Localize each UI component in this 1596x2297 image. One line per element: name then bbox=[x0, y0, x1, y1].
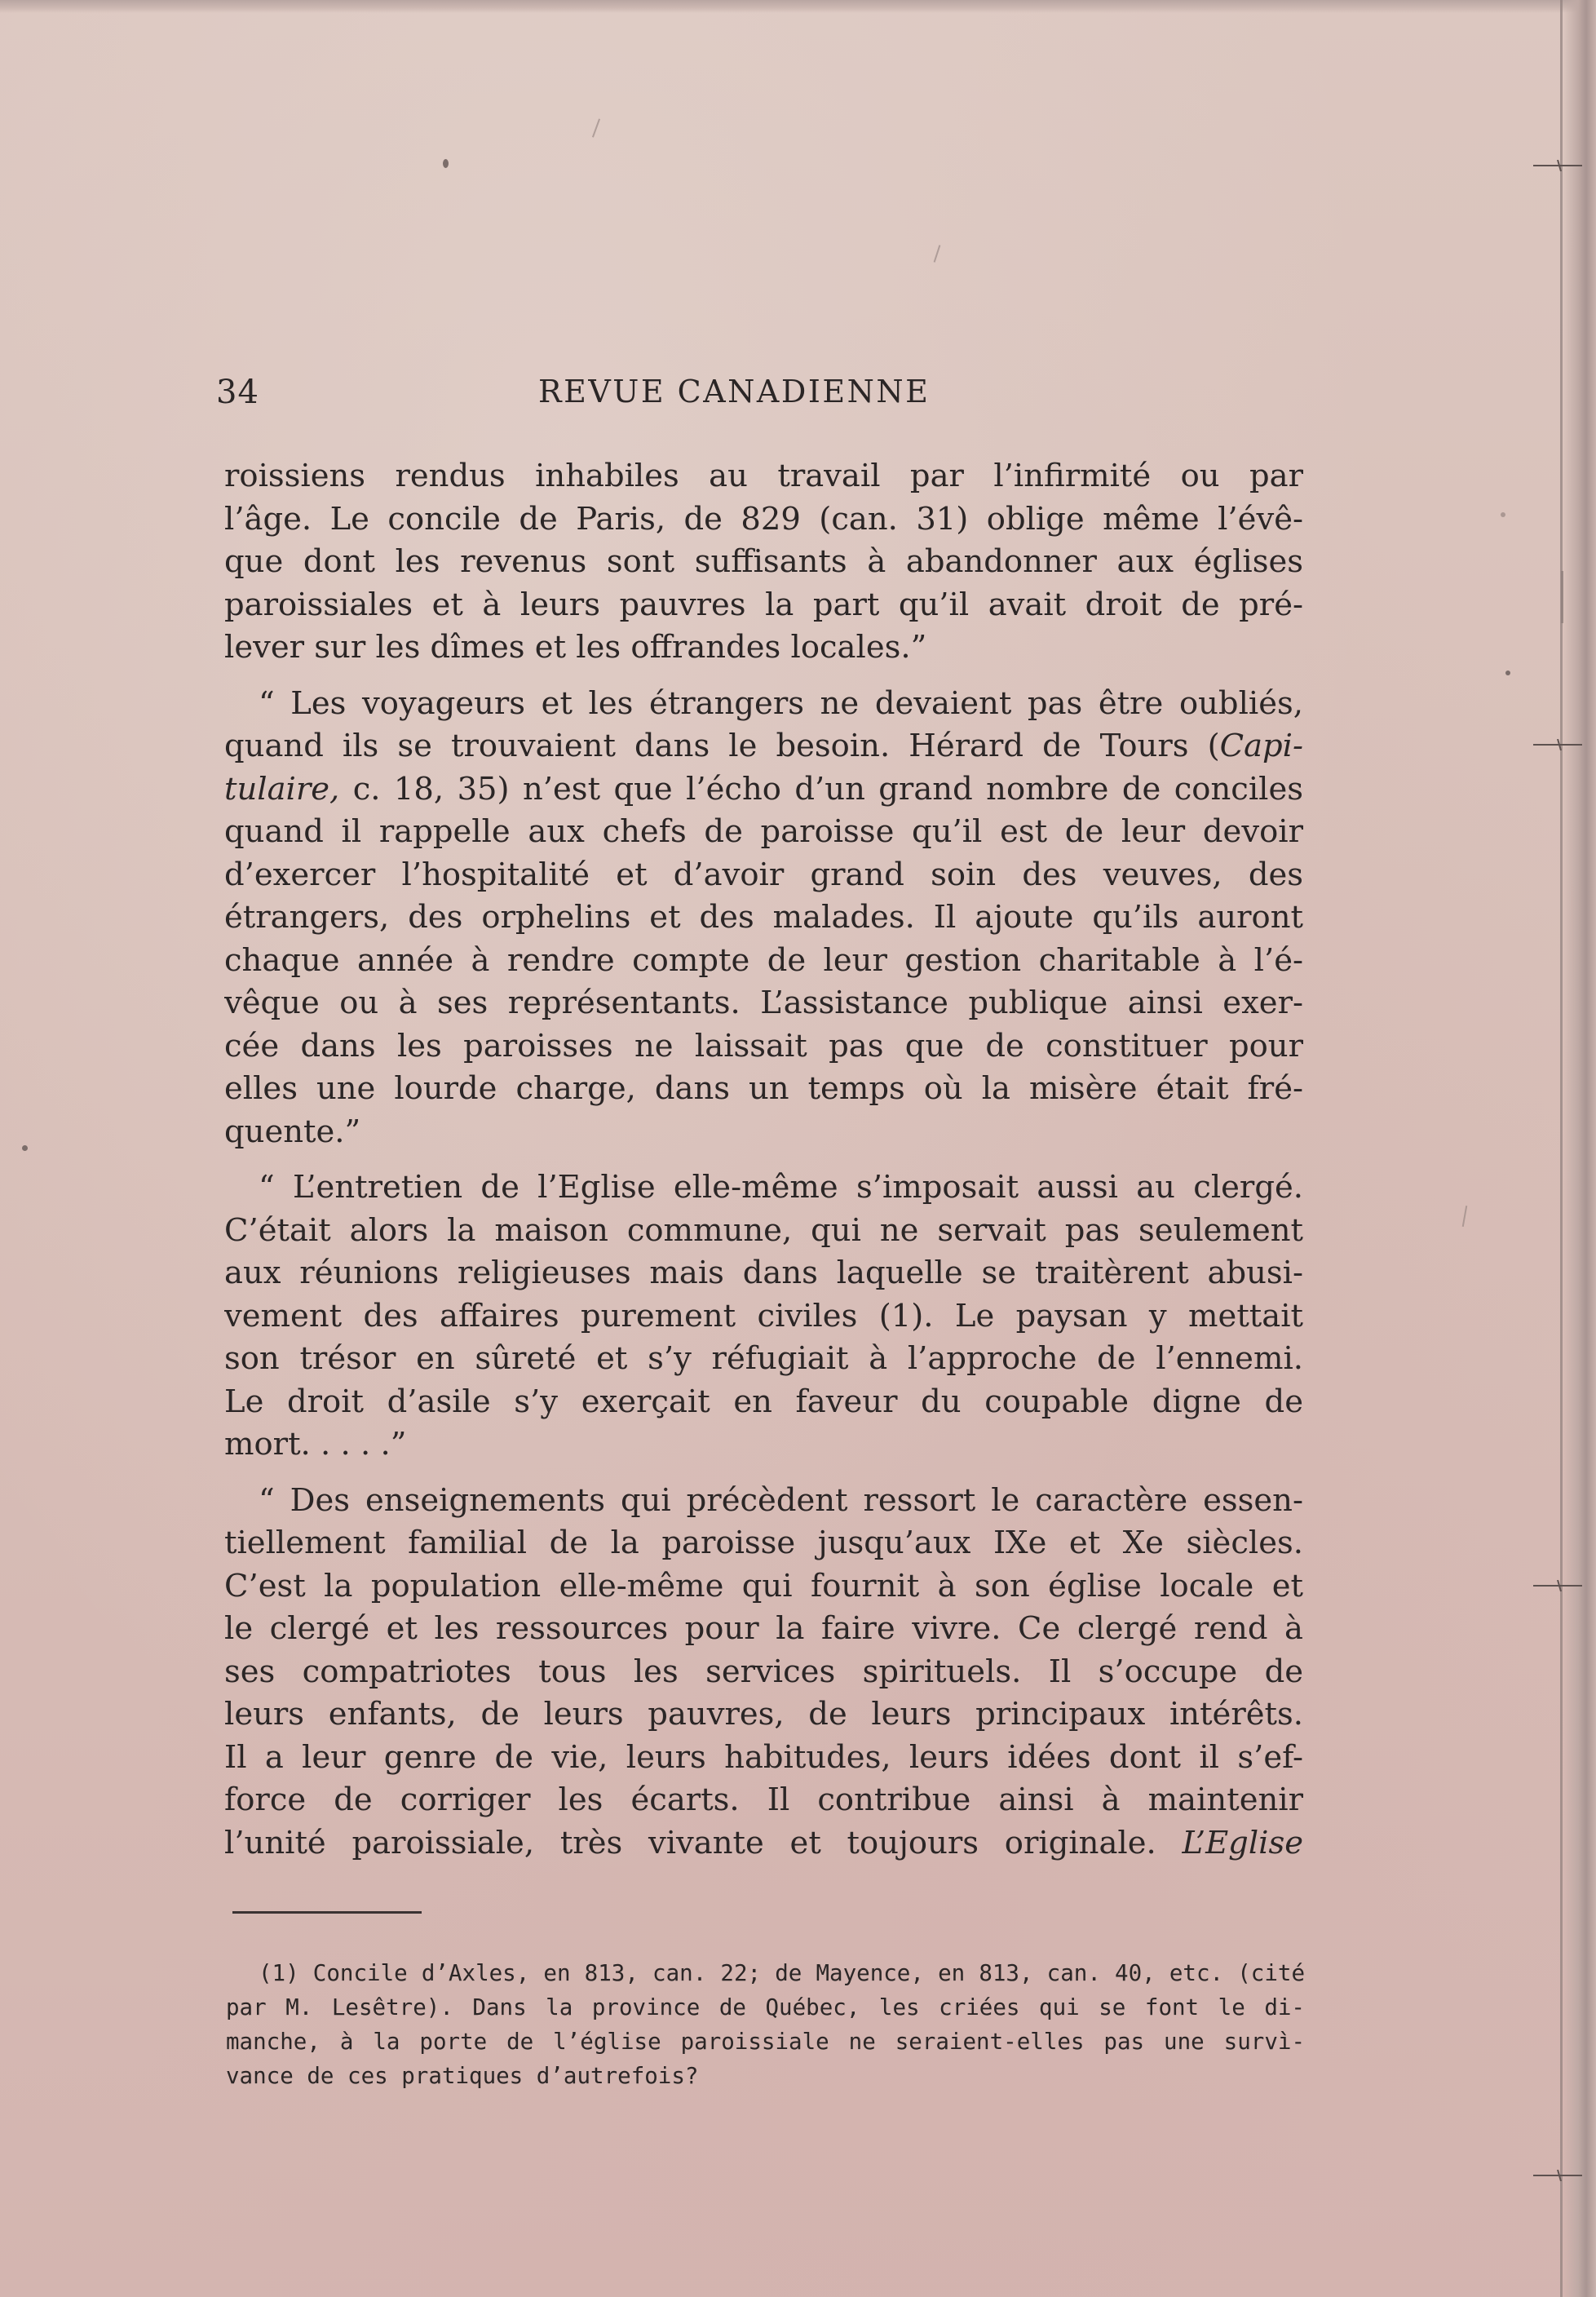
text-line: leurs enfants, de leurs pauvres, de leurs principaux intérêts. bbox=[224, 1696, 1303, 1733]
footnote bbox=[226, 1956, 1305, 2093]
text-fragment: l’unité paroissiale, très vivante et toujours originale. bbox=[224, 1824, 1183, 1861]
paper-speck bbox=[443, 159, 449, 168]
italic-fragment: tulaire, bbox=[224, 770, 340, 808]
text-line: C’était alors la maison commune, qui ne servait pas seulement bbox=[224, 1211, 1303, 1249]
text-line: vêque ou à ses représentants. L’assistance publique ainsi exer- bbox=[224, 985, 1303, 1021]
text-line: vement des affaires purement civiles (1). Le paysan y mettait bbox=[224, 1297, 1303, 1334]
text-line: Il a leur genre de vie, leurs habitudes, leurs idées dont il s’ef- bbox=[224, 1738, 1303, 1776]
binding-stitch bbox=[1533, 2170, 1582, 2181]
text-fragment: c. 18, 35) n’est que l’écho d’un grand nombre de conciles bbox=[339, 770, 1303, 808]
footnote-line: manche, à la porte de l’église paroissiale ne seraient-elles pas une survì- bbox=[226, 2029, 1305, 2055]
footnote-rule bbox=[232, 1911, 422, 1914]
text-line: C’est la population elle-même qui fournit à son église locale et bbox=[224, 1567, 1303, 1604]
binding-edge bbox=[1563, 0, 1596, 2297]
text-line: ses compatriotes tous les services spirituels. Il s’occupe de bbox=[224, 1653, 1303, 1690]
text-line: roissiens rendus inhabiles au travail par l’infirmité ou par bbox=[224, 458, 1303, 494]
text-line bbox=[224, 725, 1303, 768]
text-line: elles une lourde charge, dans un temps où la misère était fré- bbox=[224, 1070, 1303, 1107]
journal-title: REVUE CANADIENNE bbox=[538, 374, 931, 409]
text-line: quente.” bbox=[224, 1113, 361, 1150]
text-line: tiellement familial de la paroisse jusqu’aux IXe et Xe siècles. bbox=[224, 1525, 1303, 1561]
running-head bbox=[216, 374, 1305, 423]
paper-scratch bbox=[1561, 571, 1563, 623]
text-line: le clergé et les ressources pour la faire vivre. Ce clergé rend à bbox=[224, 1610, 1303, 1647]
paper-scratch bbox=[934, 245, 941, 263]
footnote-line: par M. Lesêtre). Dans la province de Québec, les criées qui se font le di- bbox=[226, 1994, 1305, 2020]
text-line: “ Les voyageurs et les étrangers ne devaient pas être oubliés, bbox=[259, 684, 1303, 722]
paper-scratch bbox=[592, 118, 600, 137]
italic-fragment: Capi- bbox=[1219, 728, 1303, 764]
text-line: mort. . . . .” bbox=[224, 1426, 407, 1463]
binding-stitch bbox=[1533, 1580, 1582, 1591]
binding-line bbox=[1560, 0, 1563, 2297]
text-line: l’âge. Le concile de Paris, de 829 (can. 31) oblige même l’évê- bbox=[224, 500, 1303, 538]
text-line: aux réunions religieuses mais dans laquelle se traitèrent abusi- bbox=[224, 1255, 1303, 1291]
paper-speck bbox=[22, 1145, 28, 1151]
binding-stitch bbox=[1533, 160, 1582, 171]
text-line: lever sur les dîmes et les offrandes locales.” bbox=[224, 629, 927, 666]
text-fragment: quand ils se trouvaient dans le besoin. Hérard de Tours ( bbox=[224, 728, 1220, 764]
text-line: “ L’entretien de l’Eglise elle-même s’imposait aussi au clergé. bbox=[259, 1169, 1303, 1206]
paper-speck bbox=[1505, 671, 1510, 675]
text-line: que dont les revenus sont suffisants à abandonner aux églises bbox=[224, 543, 1303, 580]
text-line bbox=[224, 1822, 1303, 1865]
text-line: Le droit d’asile s’y exerçait en faveur du coupable digne de bbox=[224, 1383, 1303, 1420]
page-number: 34 bbox=[216, 374, 259, 411]
top-page-edge bbox=[0, 0, 1596, 13]
text-line: chaque année à rendre compte de leur gestion charitable à l’é- bbox=[224, 941, 1303, 979]
text-line: quand il rappelle aux chefs de paroisse qu’il est de leur devoir bbox=[224, 813, 1303, 850]
binding-stitch bbox=[1533, 739, 1582, 750]
footnote-line: vance de ces pratiques d’autrefois? bbox=[226, 2063, 699, 2089]
text-line bbox=[224, 768, 1303, 812]
text-line: d’exercer l’hospitalité et d’avoir grand soin des veuves, des bbox=[224, 856, 1303, 893]
text-line: “ Des enseignements qui précèdent ressort le caractère essen- bbox=[259, 1481, 1303, 1519]
text-line: force de corriger les écarts. Il contribue ainsi à maintenir bbox=[224, 1781, 1303, 1818]
paper-speck bbox=[1501, 512, 1505, 517]
text-line: son trésor en sûreté et s’y réfugiait à l’approche de l’ennemi. bbox=[224, 1340, 1303, 1377]
italic-fragment: L’Eglise bbox=[1182, 1824, 1303, 1861]
text-line: étrangers, des orphelins et des malades. Il ajoute qu’ils auront bbox=[224, 899, 1303, 936]
text-line: cée dans les paroisses ne laissait pas que de constituer pour bbox=[224, 1027, 1303, 1064]
footnote-line: (1) Concile d’Axles, en 813, can. 22; de Mayence, en 813, can. 40, etc. (cité bbox=[259, 1960, 1305, 1986]
body-text bbox=[224, 455, 1303, 1865]
text-line: paroissiales et à leurs pauvres la part qu’il avait droit de pré- bbox=[224, 586, 1303, 623]
paper-scratch bbox=[1462, 1206, 1467, 1227]
